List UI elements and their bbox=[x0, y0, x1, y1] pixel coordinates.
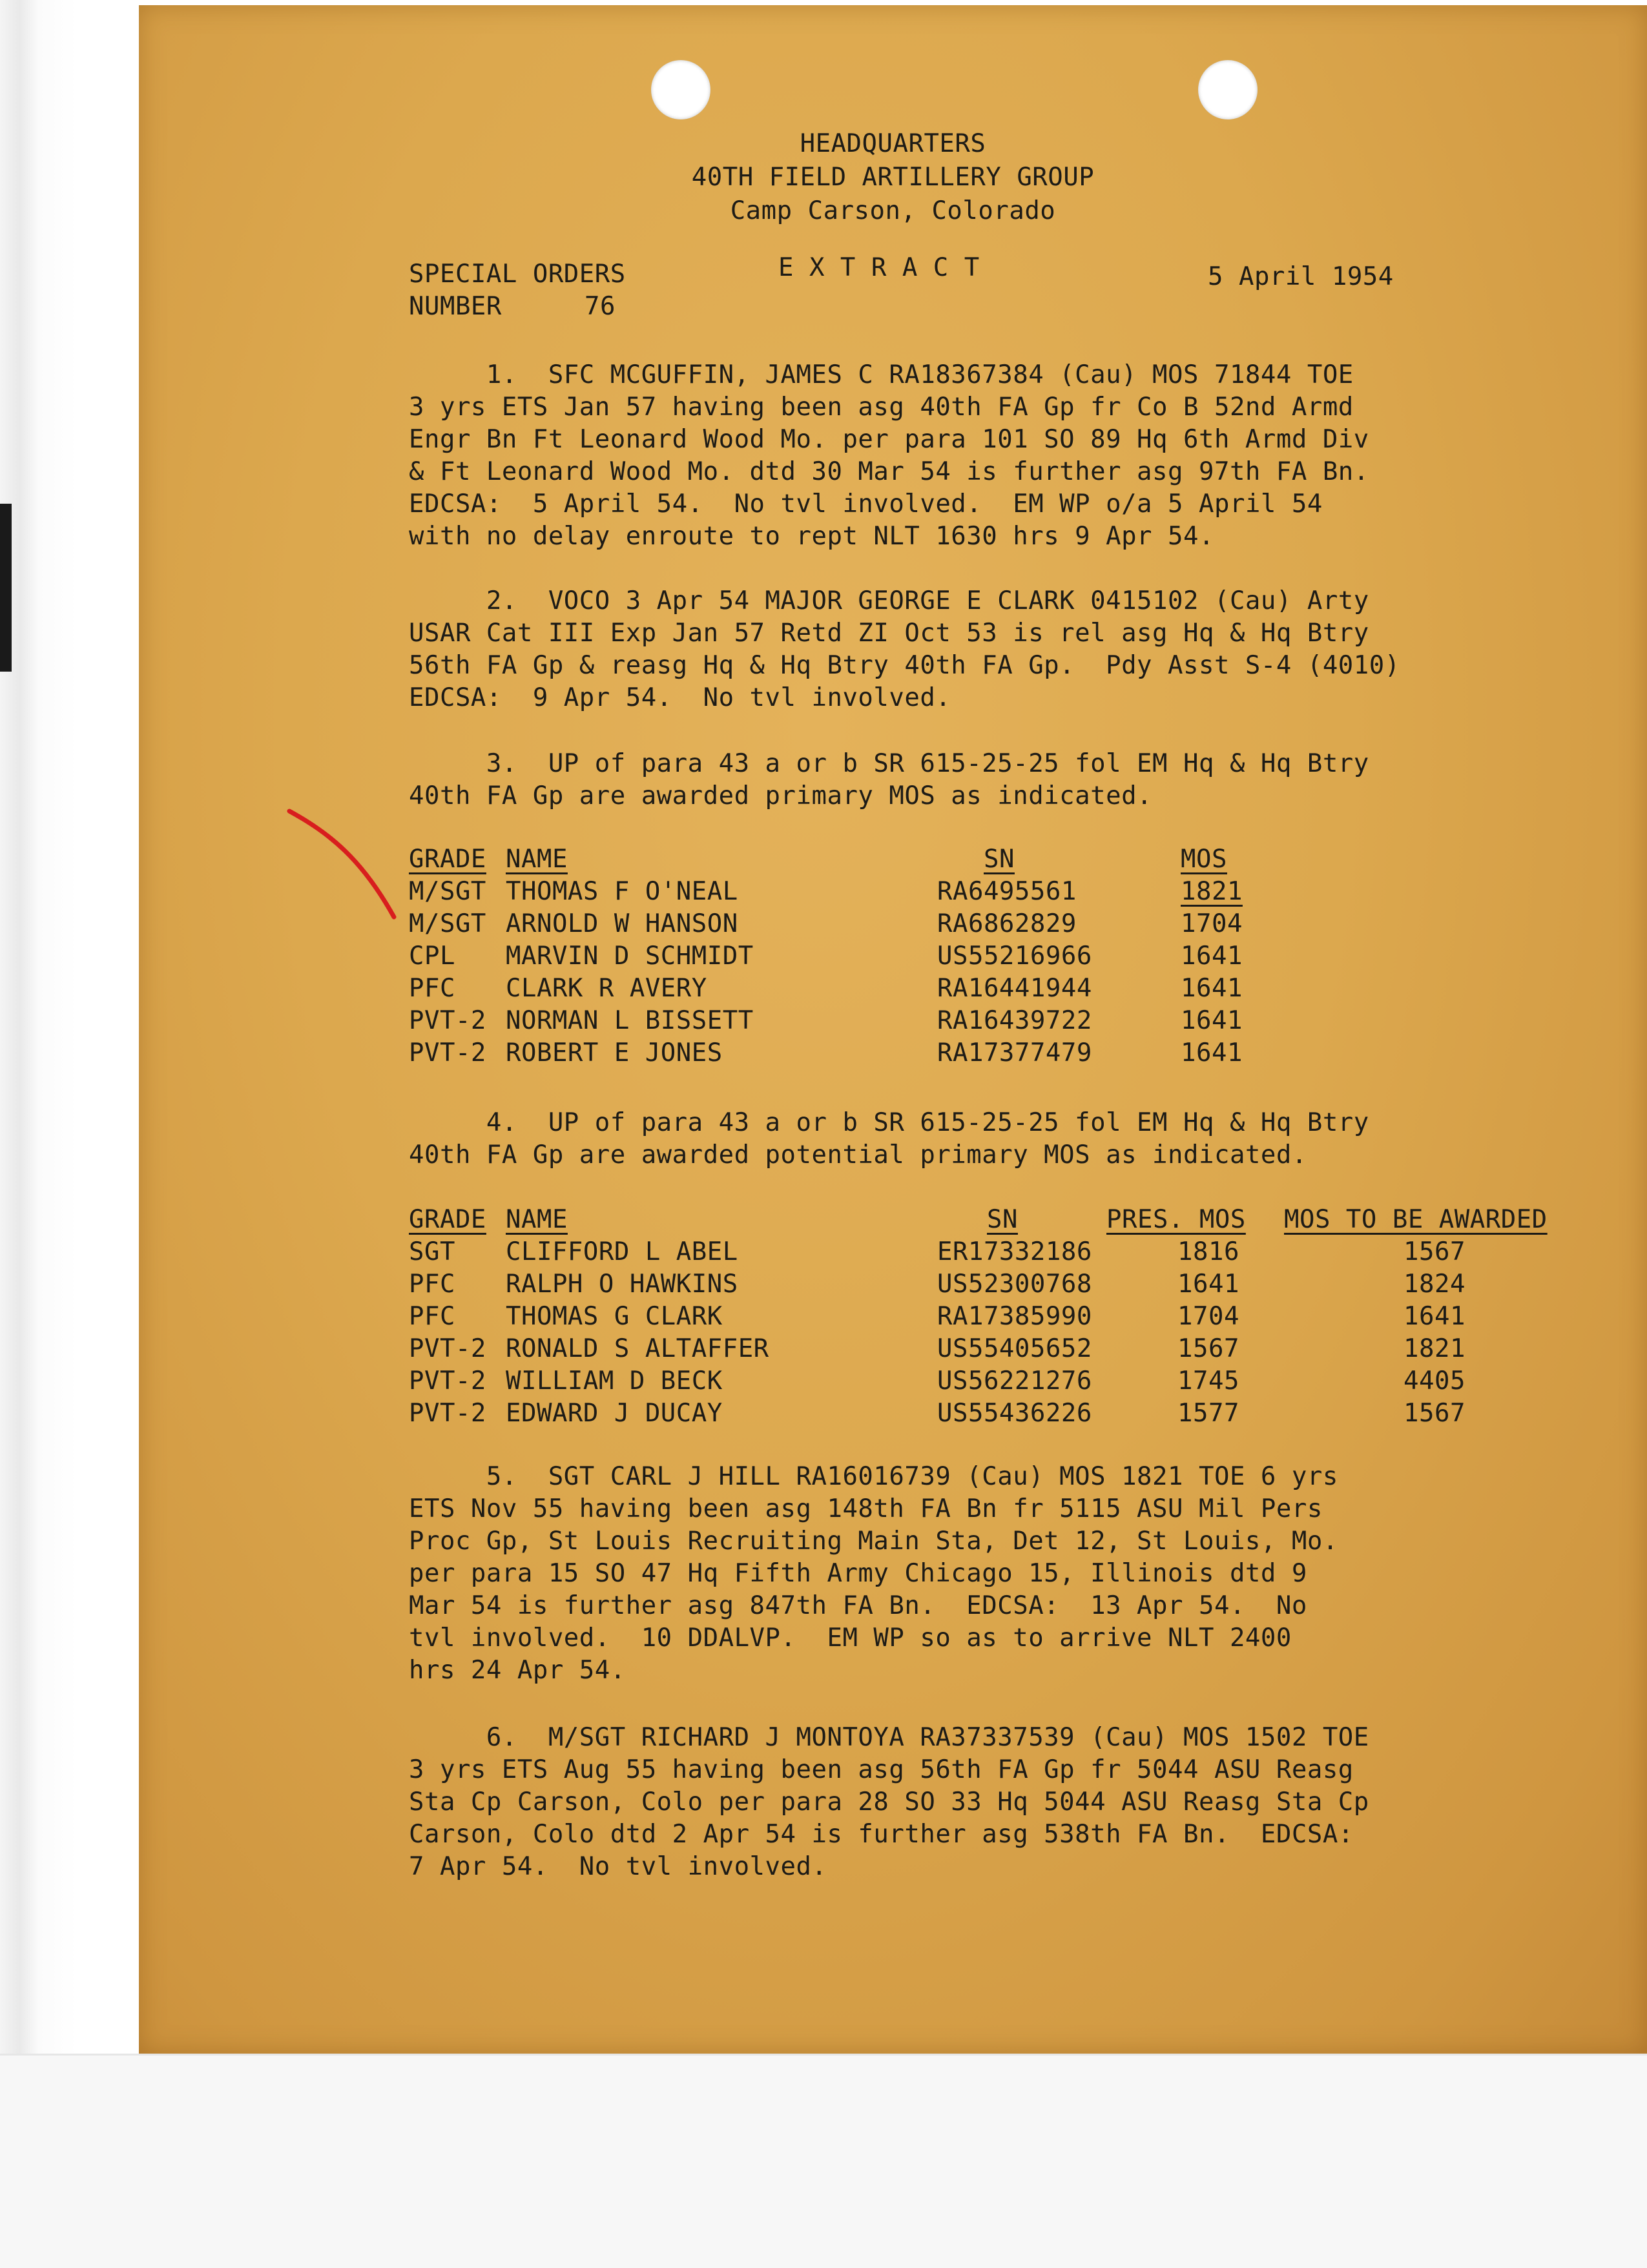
paragraph-line: EDCSA: 5 April 54. No tvl involved. EM WP o/a 5 April 54 bbox=[409, 490, 1323, 519]
punch-hole-left bbox=[651, 60, 710, 119]
table-cell-pres-mos: 1577 bbox=[1177, 1399, 1239, 1428]
table-cell-awarded-mos: 1821 bbox=[1404, 1334, 1466, 1363]
paragraph-line: 2. VOCO 3 Apr 54 MAJOR GEORGE E CLARK 0415102 (Cau) Arty bbox=[409, 586, 1369, 615]
table-cell-sn: RA16439722 bbox=[937, 1006, 1092, 1035]
table1-header-sn: SN bbox=[984, 845, 1015, 874]
table-cell-name: CLIFFORD L ABEL bbox=[506, 1237, 738, 1266]
header-line-2: 40TH FIELD ARTILLERY GROUP bbox=[691, 163, 1095, 192]
table1-header-grade: GRADE bbox=[409, 845, 486, 874]
orders-number-label: NUMBER bbox=[409, 292, 502, 321]
table-cell-name: EDWARD J DUCAY bbox=[506, 1399, 723, 1428]
header-line-3: Camp Carson, Colorado bbox=[730, 196, 1056, 225]
table-cell-mos: 1641 bbox=[1181, 1038, 1243, 1067]
paragraph-line: Engr Bn Ft Leonard Wood Mo. per para 101 SO 89 Hq 6th Armd Div bbox=[409, 425, 1369, 454]
table-cell-awarded-mos: 4405 bbox=[1404, 1366, 1466, 1396]
table-cell-sn: US55436226 bbox=[937, 1399, 1092, 1428]
table-cell-sn: US56221276 bbox=[937, 1366, 1092, 1396]
paragraph-line: per para 15 SO 47 Hq Fifth Army Chicago 15, Illinois dtd 9 bbox=[409, 1559, 1307, 1588]
table-cell-grade: M/SGT bbox=[409, 877, 486, 906]
paragraph-line: ETS Nov 55 having been asg 148th FA Bn fr 5115 ASU Mil Pers bbox=[409, 1494, 1323, 1523]
table-cell-name: THOMAS G CLARK bbox=[506, 1302, 723, 1331]
table-cell-pres-mos: 1704 bbox=[1177, 1302, 1239, 1331]
paragraph-line: 5. SGT CARL J HILL RA16016739 (Cau) MOS 1821 TOE 6 yrs bbox=[409, 1462, 1338, 1491]
paragraph-line: 56th FA Gp & reasg Hq & Hq Btry 40th FA Gp. Pdy Asst S-4 (4010) bbox=[409, 651, 1400, 680]
paragraph-line: USAR Cat III Exp Jan 57 Retd ZI Oct 53 is rel asg Hq & Hq Btry bbox=[409, 619, 1369, 648]
table-cell-sn: RA16441944 bbox=[937, 974, 1092, 1003]
paragraph-line: hrs 24 Apr 54. bbox=[409, 1656, 626, 1685]
table-cell-name: CLARK R AVERY bbox=[506, 974, 707, 1003]
table-cell-sn: US55216966 bbox=[937, 942, 1092, 971]
table-cell-grade: M/SGT bbox=[409, 909, 486, 938]
table-cell-sn: ER17332186 bbox=[937, 1237, 1092, 1266]
table1-header-mos: MOS bbox=[1181, 845, 1227, 874]
table-cell-sn: RA17377479 bbox=[937, 1038, 1092, 1067]
orders-type: SPECIAL ORDERS bbox=[409, 260, 626, 289]
paragraph-line: 40th FA Gp are awarded primary MOS as indicated. bbox=[409, 781, 1153, 810]
paragraph-line: & Ft Leonard Wood Mo. dtd 30 Mar 54 is further asg 97th FA Bn. bbox=[409, 457, 1369, 486]
table-cell-name: WILLIAM D BECK bbox=[506, 1366, 723, 1396]
paragraph-line: 6. M/SGT RICHARD J MONTOYA RA37337539 (Cau) MOS 1502 TOE bbox=[409, 1723, 1369, 1752]
table-cell-grade: CPL bbox=[409, 942, 455, 971]
table-cell-grade: SGT bbox=[409, 1237, 455, 1266]
table-cell-name: MARVIN D SCHMIDT bbox=[506, 942, 754, 971]
extract-label: E X T R A C T bbox=[778, 253, 980, 282]
table-cell-pres-mos: 1745 bbox=[1177, 1366, 1239, 1396]
table-cell-grade: PVT-2 bbox=[409, 1038, 486, 1067]
paragraph-line: with no delay enroute to rept NLT 1630 hrs 9 Apr 54. bbox=[409, 522, 1214, 551]
table-cell-name: ARNOLD W HANSON bbox=[506, 909, 738, 938]
table-cell-pres-mos: 1567 bbox=[1177, 1334, 1239, 1363]
paragraph-line: 3 yrs ETS Jan 57 having been asg 40th FA Gp fr Co B 52nd Armd bbox=[409, 393, 1354, 422]
header-line-1: HEADQUARTERS bbox=[800, 129, 986, 158]
table-cell-sn: US52300768 bbox=[937, 1270, 1092, 1299]
left-edge-dark-strip bbox=[0, 504, 12, 672]
table-cell-sn: US55405652 bbox=[937, 1334, 1092, 1363]
orders-date: 5 April 1954 bbox=[1208, 262, 1394, 291]
paragraph-line: EDCSA: 9 Apr 54. No tvl involved. bbox=[409, 683, 951, 712]
table-cell-grade: PFC bbox=[409, 1302, 455, 1331]
paragraph-line: Sta Cp Carson, Colo per para 28 SO 33 Hq 5044 ASU Reasg Sta Cp bbox=[409, 1788, 1369, 1817]
table-cell-name: NORMAN L BISSETT bbox=[506, 1006, 754, 1035]
punch-hole-right bbox=[1198, 60, 1258, 119]
table-cell-sn: RA6495561 bbox=[937, 877, 1077, 906]
paragraph-line: tvl involved. 10 DDALVP. EM WP so as to arrive NLT 2400 bbox=[409, 1624, 1292, 1653]
table1-header-name: NAME bbox=[506, 845, 568, 874]
table-cell-mos: 1821 bbox=[1181, 877, 1243, 906]
paragraph-line: 40th FA Gp are awarded potential primary MOS as indicated. bbox=[409, 1140, 1307, 1170]
table-cell-pres-mos: 1816 bbox=[1177, 1237, 1239, 1266]
table2-header-grade: GRADE bbox=[409, 1205, 486, 1234]
table-cell-awarded-mos: 1567 bbox=[1404, 1399, 1466, 1428]
paragraph-line: 3 yrs ETS Aug 55 having been asg 56th FA Gp fr 5044 ASU Reasg bbox=[409, 1755, 1354, 1784]
table-cell-grade: PVT-2 bbox=[409, 1399, 486, 1428]
table-cell-awarded-mos: 1641 bbox=[1404, 1302, 1466, 1331]
paragraph-line: 7 Apr 54. No tvl involved. bbox=[409, 1852, 827, 1881]
table-cell-name: RALPH O HAWKINS bbox=[506, 1270, 738, 1299]
paragraph-line: Proc Gp, St Louis Recruiting Main Sta, Det 12, St Louis, Mo. bbox=[409, 1527, 1338, 1556]
table-cell-name: ROBERT E JONES bbox=[506, 1038, 723, 1067]
table-cell-grade: PVT-2 bbox=[409, 1334, 486, 1363]
table-cell-sn: RA17385990 bbox=[937, 1302, 1092, 1331]
table-cell-mos: 1704 bbox=[1181, 909, 1243, 938]
paragraph-line: 4. UP of para 43 a or b SR 615-25-25 fol EM Hq & Hq Btry bbox=[409, 1108, 1369, 1137]
table-cell-mos: 1641 bbox=[1181, 974, 1243, 1003]
table2-header-name: NAME bbox=[506, 1205, 568, 1234]
table-cell-name: THOMAS F O'NEAL bbox=[506, 877, 738, 906]
document-page bbox=[139, 5, 1647, 2054]
paragraph-line: 1. SFC MCGUFFIN, JAMES C RA18367384 (Cau) MOS 71844 TOE bbox=[409, 360, 1354, 389]
sheet-protector-bottom-margin bbox=[0, 2054, 1647, 2268]
paragraph-line: Mar 54 is further asg 847th FA Bn. EDCSA: 13 Apr 54. No bbox=[409, 1591, 1307, 1620]
table-cell-pres-mos: 1641 bbox=[1177, 1270, 1239, 1299]
table-cell-mos: 1641 bbox=[1181, 1006, 1243, 1035]
table-cell-name: RONALD S ALTAFFER bbox=[506, 1334, 769, 1363]
paragraph-line: Carson, Colo dtd 2 Apr 54 is further asg 538th FA Bn. EDCSA: bbox=[409, 1820, 1354, 1849]
table-cell-awarded-mos: 1567 bbox=[1404, 1237, 1466, 1266]
table2-header-sn: SN bbox=[987, 1205, 1018, 1234]
table-cell-mos: 1641 bbox=[1181, 942, 1243, 971]
table-cell-grade: PVT-2 bbox=[409, 1366, 486, 1396]
table2-header-pres-mos: PRES. MOS bbox=[1106, 1205, 1246, 1234]
table-cell-grade: PFC bbox=[409, 1270, 455, 1299]
table-cell-sn: RA6862829 bbox=[937, 909, 1077, 938]
paragraph-line: 3. UP of para 43 a or b SR 615-25-25 fol EM Hq & Hq Btry bbox=[409, 749, 1369, 778]
table-cell-awarded-mos: 1824 bbox=[1404, 1270, 1466, 1299]
table-cell-grade: PFC bbox=[409, 974, 455, 1003]
orders-number: 76 bbox=[585, 292, 616, 321]
table-cell-grade: PVT-2 bbox=[409, 1006, 486, 1035]
table2-header-mos-to-be-awarded: MOS TO BE AWARDED bbox=[1284, 1205, 1548, 1234]
